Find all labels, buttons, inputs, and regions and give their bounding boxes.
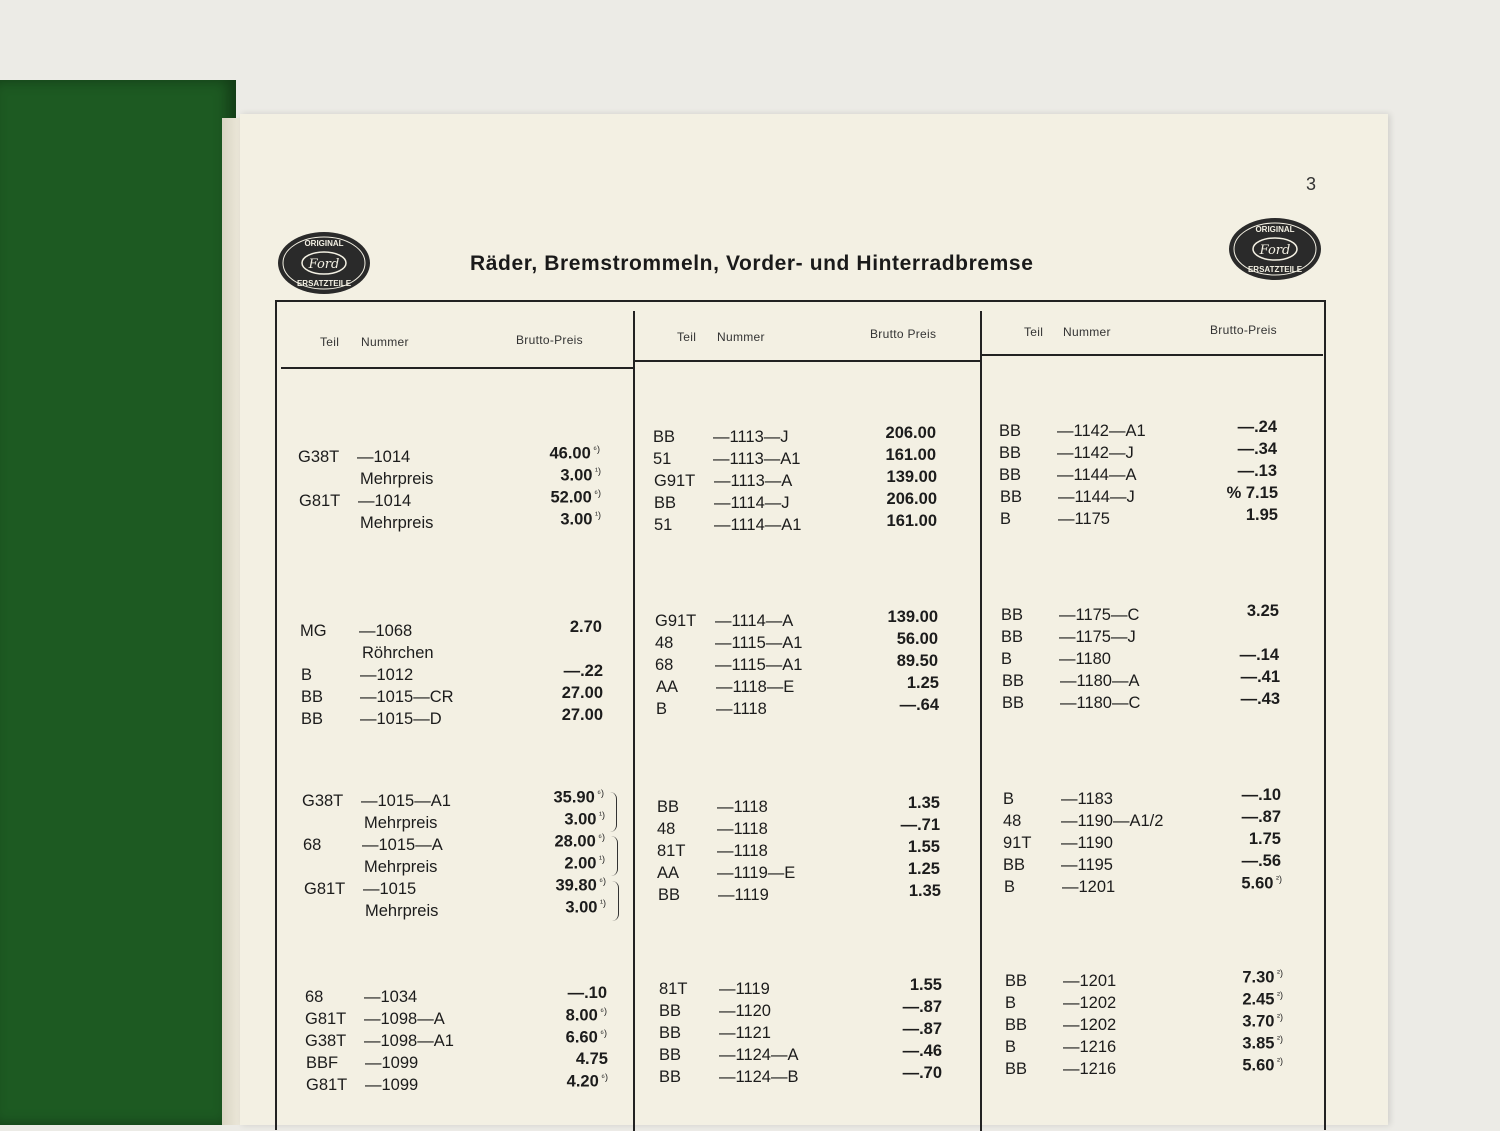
- cell-nummer: —1202: [1063, 1016, 1117, 1034]
- cell-preis-value: 4.20: [566, 1072, 599, 1091]
- cell-nummer: Röhrchen: [362, 644, 434, 662]
- cell-preis: [1242, 852, 1281, 871]
- svg-text:Ford: Ford: [1259, 243, 1291, 258]
- header-teil: Teil: [320, 335, 340, 349]
- cell-teil: B: [1005, 994, 1017, 1012]
- cell-nummer: —1175—C: [1059, 606, 1140, 624]
- cell-teil: G38T: [302, 792, 344, 810]
- cell-preis-value: 1.35: [907, 794, 940, 812]
- cell-preis-value: 35.90: [553, 788, 595, 807]
- cell-nummer: —1114—A: [715, 612, 794, 630]
- cell-teil: BB: [999, 444, 1022, 462]
- cell-nummer: —1118: [717, 842, 768, 860]
- cell-preis-value: —.87: [902, 998, 942, 1016]
- cell-preis: [1238, 418, 1277, 437]
- cell-teil: G81T: [304, 880, 346, 898]
- cell-preis: [908, 794, 940, 813]
- cell-teil: BB: [301, 710, 324, 728]
- cell-preis-value: 27.00: [561, 706, 603, 724]
- cell-teil: BB: [1001, 628, 1024, 646]
- cell-preis: [908, 838, 940, 857]
- cell-preis: [1242, 786, 1281, 805]
- header-teil: Teil: [677, 330, 697, 344]
- cell-nummer: —1119—E: [717, 864, 796, 882]
- cell-preis-value: 2.70: [569, 618, 602, 636]
- cell-nummer: Mehrpreis: [360, 514, 434, 532]
- cell-preis-value: —.71: [900, 816, 940, 834]
- cell-teil: 68: [303, 836, 322, 854]
- cell-nummer: —1195: [1061, 856, 1113, 874]
- cell-nummer: Mehrpreis: [365, 902, 439, 920]
- cell-teil: BB: [1001, 606, 1024, 624]
- cell-preis: [903, 1020, 942, 1039]
- cell-teil: 51: [654, 516, 673, 534]
- cell-preis-value: 161.00: [885, 446, 936, 464]
- footnote-mark: ²): [1274, 1012, 1283, 1022]
- cell-preis: [1242, 1034, 1283, 1054]
- cell-preis: [566, 1006, 607, 1026]
- cell-teil: BB: [301, 688, 324, 706]
- cell-preis: [1242, 1012, 1283, 1032]
- cell-teil: BB: [1005, 1060, 1028, 1078]
- footnote-mark: ²): [1274, 1056, 1283, 1066]
- cell-nummer: —1216: [1063, 1060, 1117, 1078]
- cell-preis: [567, 1072, 608, 1092]
- cell-preis: [887, 468, 937, 487]
- group-brace: [611, 836, 618, 876]
- cell-teil: BB: [1000, 488, 1023, 506]
- cell-preis-value: —.87: [902, 1020, 942, 1038]
- cell-preis-value: —.10: [1241, 786, 1281, 804]
- footnote-mark: ¹): [592, 466, 601, 476]
- cell-preis: [907, 674, 939, 693]
- cell-preis: [1240, 646, 1279, 665]
- cell-preis-value: 3.00: [560, 510, 593, 529]
- cell-nummer: —1099: [365, 1076, 419, 1094]
- cell-preis: [556, 876, 607, 896]
- page-number: 3: [1306, 174, 1317, 194]
- cell-nummer: —1118: [716, 700, 767, 718]
- group-brace: [610, 792, 617, 832]
- cell-preis-value: 1.35: [908, 882, 941, 900]
- cell-teil: BB: [654, 494, 677, 512]
- cell-preis-value: —.70: [902, 1064, 942, 1082]
- cell-preis-value: 1.55: [909, 976, 942, 994]
- cell-preis-value: 139.00: [886, 468, 937, 486]
- cell-teil: B: [1004, 878, 1016, 896]
- cell-teil: G81T: [299, 492, 341, 510]
- group-brace: [612, 881, 619, 921]
- cell-preis: [910, 976, 942, 995]
- cell-preis: [554, 788, 605, 808]
- cell-preis: [566, 1028, 607, 1048]
- cell-nummer: —1175: [1058, 510, 1110, 528]
- cell-teil: BB: [657, 798, 680, 816]
- cell-nummer: —1015: [363, 880, 417, 898]
- cell-teil: BB: [999, 466, 1022, 484]
- cell-nummer: —1144—J: [1058, 488, 1135, 506]
- cell-nummer: —1190: [1061, 834, 1113, 852]
- cell-nummer: —1183: [1061, 790, 1113, 808]
- footnote-mark: ¹): [596, 854, 605, 864]
- cell-preis: [909, 882, 941, 901]
- footnote-mark: ⁶): [597, 1006, 607, 1016]
- cell-preis-value: 46.00: [549, 444, 591, 463]
- cell-teil: AA: [657, 864, 680, 882]
- cell-preis: [1241, 874, 1282, 894]
- cell-teil: 81T: [659, 980, 688, 998]
- cell-nummer: —1015—D: [360, 710, 442, 728]
- cell-nummer: —1142—J: [1057, 444, 1134, 462]
- cell-preis: [903, 998, 942, 1017]
- cell-nummer: Mehrpreis: [364, 814, 438, 832]
- cell-nummer: —1113—J: [713, 428, 789, 446]
- svg-text:Ford: Ford: [308, 257, 340, 272]
- footnote-mark: ⁶): [597, 1028, 607, 1038]
- cell-preis: [901, 816, 940, 835]
- header-rule: [281, 367, 633, 369]
- cell-nummer: —1098—A1: [364, 1032, 454, 1050]
- cell-teil: BB: [653, 428, 676, 446]
- cell-preis-value: 2.45: [1242, 990, 1275, 1009]
- cell-nummer: —1119: [718, 886, 769, 904]
- cell-preis: [1249, 830, 1281, 849]
- cell-preis-value: 52.00: [550, 488, 592, 507]
- cell-preis: [562, 684, 603, 703]
- footnote-mark: ²): [1274, 1034, 1283, 1044]
- cell-preis: [886, 424, 936, 443]
- cell-teil: BB: [999, 422, 1022, 440]
- cell-nummer: —1113—A1: [713, 450, 801, 468]
- book-cover: [0, 80, 236, 1125]
- footnote-mark: ⁶): [595, 832, 605, 842]
- cell-nummer: —1015—A: [362, 836, 443, 854]
- footnote-mark: ¹): [597, 898, 606, 908]
- cell-preis: [550, 444, 601, 464]
- cell-preis: [564, 810, 605, 830]
- cell-preis: [887, 490, 937, 509]
- cell-nummer: —1180: [1059, 650, 1111, 668]
- cell-preis: [1238, 462, 1277, 481]
- footnote-mark: ²): [1274, 990, 1283, 1000]
- footnote-mark: ⁶): [594, 788, 604, 798]
- svg-text:ORIGINAL: ORIGINAL: [304, 239, 344, 248]
- cell-preis-value: —.43: [1240, 690, 1280, 708]
- cell-preis: [887, 512, 937, 531]
- cell-nummer: —1014: [358, 492, 412, 510]
- cell-preis-value: 206.00: [886, 490, 937, 508]
- cell-preis-value: 28.00: [554, 832, 596, 851]
- cell-preis-value: 3.70: [1242, 1012, 1275, 1031]
- header-nummer: Nummer: [717, 330, 765, 344]
- cell-teil: G91T: [655, 612, 697, 630]
- cell-preis-value: 1.25: [907, 860, 940, 878]
- cell-preis-value: 3.00: [565, 898, 598, 917]
- cell-preis-value: 4.75: [575, 1050, 608, 1068]
- cell-teil: BB: [659, 1046, 682, 1064]
- cell-preis-value: 1.75: [1248, 830, 1281, 848]
- cell-nummer: —1114—J: [714, 494, 790, 512]
- cell-preis-value: —.64: [899, 696, 939, 714]
- cell-preis-value: 39.80: [555, 876, 597, 895]
- cell-teil: AA: [656, 678, 679, 696]
- cell-nummer: —1113—A: [714, 472, 793, 490]
- column-divider: [980, 311, 982, 1131]
- cell-teil: BB: [659, 1068, 682, 1086]
- cell-nummer: —1115—A1: [715, 634, 803, 652]
- cell-teil: B: [1001, 650, 1013, 668]
- svg-text:ERSATZTEILE: ERSATZTEILE: [1247, 265, 1303, 274]
- cell-teil: G81T: [305, 1010, 347, 1028]
- cell-nummer: —1120: [719, 1002, 771, 1020]
- footnote-mark: ⁶): [590, 444, 600, 454]
- cell-nummer: —1118: [717, 798, 768, 816]
- cell-preis-value: —.41: [1240, 668, 1280, 686]
- cell-preis-value: 206.00: [885, 424, 936, 442]
- cell-nummer: Mehrpreis: [360, 470, 434, 488]
- cell-preis-value: 5.60: [1242, 1056, 1275, 1075]
- cell-teil: 48: [657, 820, 676, 838]
- cell-teil: MG: [300, 622, 327, 640]
- footnote-mark: ¹): [596, 810, 605, 820]
- cell-preis-value: 1.95: [1245, 506, 1278, 524]
- footnote-mark: ²): [1273, 874, 1282, 884]
- cell-nummer: —1014: [357, 448, 411, 466]
- cell-nummer: —1201: [1063, 972, 1117, 990]
- cell-nummer: —1180—C: [1060, 694, 1141, 712]
- cell-preis: [1246, 506, 1278, 525]
- cell-preis: [1227, 484, 1278, 503]
- cell-preis-value: —.87: [1241, 808, 1281, 826]
- cell-preis: [562, 706, 603, 725]
- cell-nummer: —1121: [719, 1024, 771, 1042]
- cell-teil: BB: [658, 886, 681, 904]
- cell-preis: [560, 466, 601, 486]
- cell-preis-value: 3.25: [1246, 602, 1279, 620]
- cell-preis: [888, 608, 938, 627]
- svg-text:ERSATZTEILE: ERSATZTEILE: [296, 279, 352, 288]
- cell-preis: [903, 1064, 942, 1083]
- cell-teil: BBF: [306, 1054, 339, 1072]
- header-nummer: Nummer: [361, 335, 409, 349]
- cell-nummer: —1068: [359, 622, 413, 640]
- cell-preis-value: 5.60: [1241, 874, 1274, 893]
- cell-nummer: —1118: [717, 820, 768, 838]
- cell-nummer: —1201: [1062, 878, 1116, 896]
- cell-preis: [551, 488, 602, 508]
- cell-preis-value: 8.00: [565, 1006, 598, 1025]
- cell-preis-value: 7.30: [1242, 968, 1275, 987]
- cell-nummer: —1099: [365, 1054, 419, 1072]
- cell-preis-value: 3.00: [560, 466, 593, 485]
- cell-teil: G91T: [654, 472, 696, 490]
- cell-preis: [1242, 968, 1283, 988]
- cell-preis-value: —.34: [1237, 440, 1277, 458]
- cell-preis: [555, 832, 606, 852]
- cell-preis: [1247, 602, 1279, 621]
- cell-nummer: —1216: [1063, 1038, 1117, 1056]
- cell-preis: [564, 662, 603, 681]
- cell-nummer: —1115—A1: [715, 656, 803, 674]
- cell-nummer: —1175—J: [1059, 628, 1136, 646]
- cell-nummer: —1098—A: [364, 1010, 445, 1028]
- page-title: Räder, Bremstrommeln, Vorder- und Hinterradbremse: [470, 252, 1034, 275]
- cell-preis: [568, 984, 607, 1003]
- footnote-mark: ⁶): [591, 488, 601, 498]
- cell-preis: [1241, 668, 1280, 687]
- cell-preis-value: —.22: [563, 662, 603, 680]
- cell-teil: B: [656, 700, 668, 718]
- cell-preis-value: 56.00: [896, 630, 938, 648]
- footnote-mark: ⁶): [596, 876, 606, 886]
- cell-teil: 68: [305, 988, 324, 1006]
- cell-nummer: —1015—CR: [360, 688, 454, 706]
- cell-teil: BB: [659, 1002, 682, 1020]
- cell-teil: G38T: [305, 1032, 347, 1050]
- footnote-mark: ¹): [592, 510, 601, 520]
- cell-preis-value: % 7.15: [1226, 484, 1278, 502]
- cell-nummer: —1119: [719, 980, 770, 998]
- header-nummer: Nummer: [1063, 325, 1111, 339]
- cell-preis: [1242, 1056, 1283, 1076]
- cell-preis: [886, 446, 936, 465]
- cell-teil: 48: [1003, 812, 1022, 830]
- cell-preis-value: 161.00: [886, 512, 937, 530]
- cell-preis-value: 1.55: [907, 838, 940, 856]
- cell-nummer: —1114—A1: [714, 516, 802, 534]
- header-teil: Teil: [1024, 325, 1044, 339]
- cell-teil: BB: [1002, 694, 1025, 712]
- cell-teil: BB: [1005, 1016, 1028, 1034]
- cell-nummer: —1144—A: [1057, 466, 1137, 484]
- footnote-mark: ⁶): [598, 1072, 608, 1082]
- cell-preis: [560, 510, 601, 530]
- cell-nummer: —1012: [360, 666, 414, 684]
- cell-preis: [565, 898, 606, 918]
- cell-preis-value: 1.25: [906, 674, 939, 692]
- cell-preis: [897, 652, 938, 671]
- cell-teil: BB: [659, 1024, 682, 1042]
- cell-preis: [903, 1042, 942, 1061]
- cell-nummer: —1118—E: [716, 678, 795, 696]
- cell-nummer: —1015—A1: [361, 792, 451, 810]
- header-rule: [635, 360, 980, 362]
- svg-text:ORIGINAL: ORIGINAL: [1255, 225, 1295, 234]
- cell-preis: [1238, 440, 1277, 459]
- footnote-mark: ²): [1274, 968, 1283, 978]
- cell-teil: G38T: [298, 448, 340, 466]
- cell-preis-value: —.24: [1237, 418, 1277, 436]
- cell-preis-value: 27.00: [561, 684, 603, 702]
- cell-preis-value: 89.50: [896, 652, 938, 670]
- cell-preis: [1242, 808, 1281, 827]
- header-preis: Brutto Preis: [870, 327, 937, 341]
- cell-preis: [576, 1050, 608, 1069]
- cell-preis: [1242, 990, 1283, 1010]
- cell-nummer: —1034: [364, 988, 418, 1006]
- cell-nummer: —1190—A1/2: [1061, 812, 1164, 830]
- cell-teil: 48: [655, 634, 674, 652]
- cell-teil: 68: [655, 656, 674, 674]
- cell-preis: [908, 860, 940, 879]
- cell-preis: [1241, 690, 1280, 709]
- cell-nummer: —1142—A1: [1057, 422, 1146, 440]
- cell-teil: G81T: [306, 1076, 348, 1094]
- header-preis: Brutto-Preis: [1210, 323, 1277, 337]
- ford-original-ersatzteile-logo-icon: [276, 230, 372, 296]
- cell-preis-value: —.56: [1241, 852, 1281, 870]
- cell-nummer: Mehrpreis: [364, 858, 438, 876]
- cell-teil: BB: [1002, 672, 1025, 690]
- ford-original-ersatzteile-logo-icon: [1227, 216, 1323, 282]
- cell-preis-value: 3.85: [1242, 1034, 1275, 1053]
- cell-teil: 91T: [1003, 834, 1032, 852]
- cell-preis-value: —.10: [567, 984, 607, 1002]
- cell-preis-value: 2.00: [564, 854, 597, 873]
- cell-nummer: —1180—A: [1060, 672, 1140, 690]
- cell-preis-value: —.46: [902, 1042, 942, 1060]
- cell-preis: [564, 854, 605, 874]
- cell-teil: B: [301, 666, 313, 684]
- cell-teil: 51: [653, 450, 672, 468]
- cell-teil: B: [1000, 510, 1012, 528]
- cell-preis: [570, 618, 602, 637]
- cell-nummer: —1202: [1063, 994, 1117, 1012]
- cell-teil: B: [1005, 1038, 1017, 1056]
- cell-teil: BB: [1005, 972, 1028, 990]
- cell-teil: 81T: [657, 842, 686, 860]
- cell-preis: [900, 696, 939, 715]
- cell-preis-value: 139.00: [887, 608, 938, 626]
- cell-nummer: —1124—B: [719, 1068, 799, 1086]
- cell-preis-value: 3.00: [564, 810, 597, 829]
- cell-preis-value: —.14: [1239, 646, 1279, 664]
- cell-teil: BB: [1003, 856, 1026, 874]
- cell-preis: [897, 630, 938, 649]
- column-divider: [633, 311, 635, 1131]
- cell-preis-value: —.13: [1237, 462, 1277, 480]
- header-rule: [982, 354, 1323, 356]
- cell-nummer: —1124—A: [719, 1046, 799, 1064]
- cell-teil: B: [1003, 790, 1015, 808]
- cell-preis-value: 6.60: [565, 1028, 598, 1047]
- header-preis: Brutto-Preis: [516, 333, 583, 347]
